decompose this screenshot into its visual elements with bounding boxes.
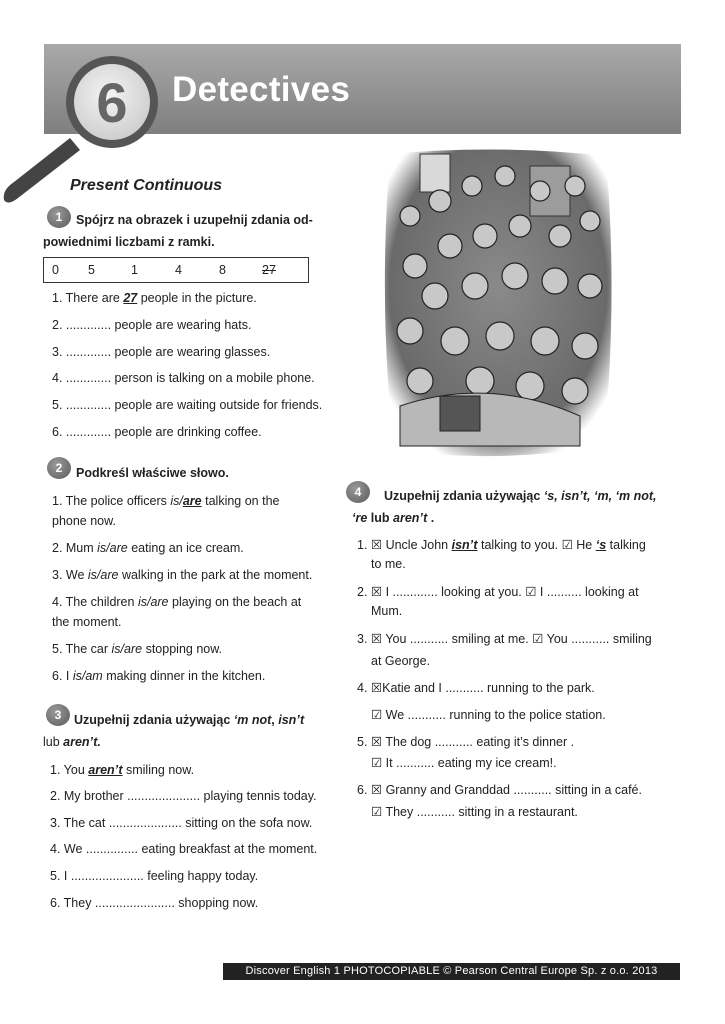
ex1-instruction-1: Spójrz na obrazek i uzupełnij zdania od- — [76, 213, 313, 227]
ex2-instruction: Podkreśl właściwe słowo. — [76, 466, 229, 480]
ex3-item: 1. You aren’t smiling now. — [50, 763, 195, 777]
ex4-item-cont: ☑ We ........... running to the police station. — [371, 708, 606, 722]
ex2-item: 1. The police officers is/are talking on the — [52, 494, 280, 508]
ex4-item: 4. ☒Katie and I ........... running to the park. — [357, 681, 595, 695]
ex4-item: 3. ☒ You ........... smiling at me. ☑ You ........... smiling — [357, 632, 652, 646]
ex2-answer: are — [182, 494, 202, 508]
ex1-item: 2. ............. people are wearing hats. — [52, 318, 252, 332]
ex4-item-cont: Mum. — [371, 604, 403, 618]
ex3-instruction: Uzupełnij zdania używając ‘m not, isn’t — [74, 713, 305, 727]
unit-number: 6 — [96, 71, 128, 134]
ex3-item: 5. I ..................... feeling happy today. — [50, 869, 259, 883]
ex4-item: 1. ☒ Uncle John isn’t talking to you. ☑ He ‘s talking — [357, 538, 646, 552]
ex4-item-cont: at George. — [371, 654, 431, 668]
ex4-item: 2. ☒ I ............. looking at you. ☑ I .......... looking at — [357, 585, 639, 599]
ex3-item: 2. My brother ..................... playing tennis today. — [50, 789, 317, 803]
ex2-item: 4. The children is/are playing on the beach at — [52, 595, 302, 609]
ex1-item: 3. ............. people are wearing glasses. — [52, 345, 271, 359]
detectives-illustration — [380, 146, 616, 460]
ex2-item: 6. I is/am making dinner in the kitchen. — [52, 669, 266, 683]
exercise-3-badge: 3 — [46, 704, 70, 726]
ex3-answer: aren’t — [88, 763, 123, 777]
ex4-item: 6. ☒ Granny and Granddad ........... sitting in a café. — [357, 783, 642, 797]
box-number: 5 — [88, 263, 95, 277]
ex4-item-cont: to me. — [371, 557, 406, 571]
ex3-instruction-2: lub aren’t. — [43, 735, 101, 749]
ex1-item: 5. ............. people are waiting outside for friends. — [52, 398, 323, 412]
ex4-item-cont: ☑ It ........... eating my ice cream!. — [371, 756, 557, 770]
box-number: 8 — [219, 263, 226, 277]
ex1-item: 6. ............. people are drinking coffee. — [52, 425, 262, 439]
exercise-4-badge: 4 — [346, 481, 370, 503]
ex3-item: 4. We ............... eating breakfast at the moment. — [50, 842, 318, 856]
page-title: Detectives — [172, 70, 351, 109]
number-box — [43, 257, 309, 283]
section-title: Present Continuous — [70, 177, 223, 194]
ex2-item: the moment. — [52, 615, 122, 629]
ex1-item: 1. There are 27 people in the picture. — [52, 291, 257, 305]
box-number: 1 — [131, 263, 138, 277]
box-number: 0 — [52, 263, 59, 277]
ex2-item: 5. The car is/are stopping now. — [52, 642, 223, 656]
ex4-answer: ‘s — [595, 538, 607, 552]
footer-copyright: Discover English 1 PHOTOCOPIABLE © Pearson Central Europe Sp. z o.o. 2013 — [223, 963, 680, 980]
ex4-instruction: Uzupełnij zdania używając ‘s, isn’t, ‘m, ‘m not, — [384, 489, 657, 503]
ex2-item: 2. Mum is/are eating an ice cream. — [52, 541, 244, 555]
ex1-answer: 27 — [123, 291, 138, 305]
exercise-2-badge: 2 — [47, 457, 71, 479]
exercise-1-badge: 1 — [47, 206, 71, 228]
ex2-item: 3. We is/are walking in the park at the moment. — [52, 568, 313, 582]
ex4-item-cont: ☑ They ........... sitting in a restaurant. — [371, 805, 578, 819]
ex3-item: 3. The cat ..................... sitting on the sofa now. — [50, 816, 313, 830]
ex4-instruction-2: ‘re lub aren’t . — [352, 511, 435, 525]
box-number: 4 — [175, 263, 182, 277]
ex4-answer: isn’t — [451, 538, 478, 552]
ex3-item: 6. They ....................... shopping now. — [50, 896, 259, 910]
box-number-crossed: 27 — [262, 263, 276, 277]
ex1-item: 4. ............. person is talking on a mobile phone. — [52, 371, 315, 385]
ex4-item: 5. ☒ The dog ........... eating it’s dinner . — [357, 735, 575, 749]
ex2-item: phone now. — [52, 514, 116, 528]
ex1-instruction-2: powiednimi liczbami z ramki. — [43, 235, 215, 249]
